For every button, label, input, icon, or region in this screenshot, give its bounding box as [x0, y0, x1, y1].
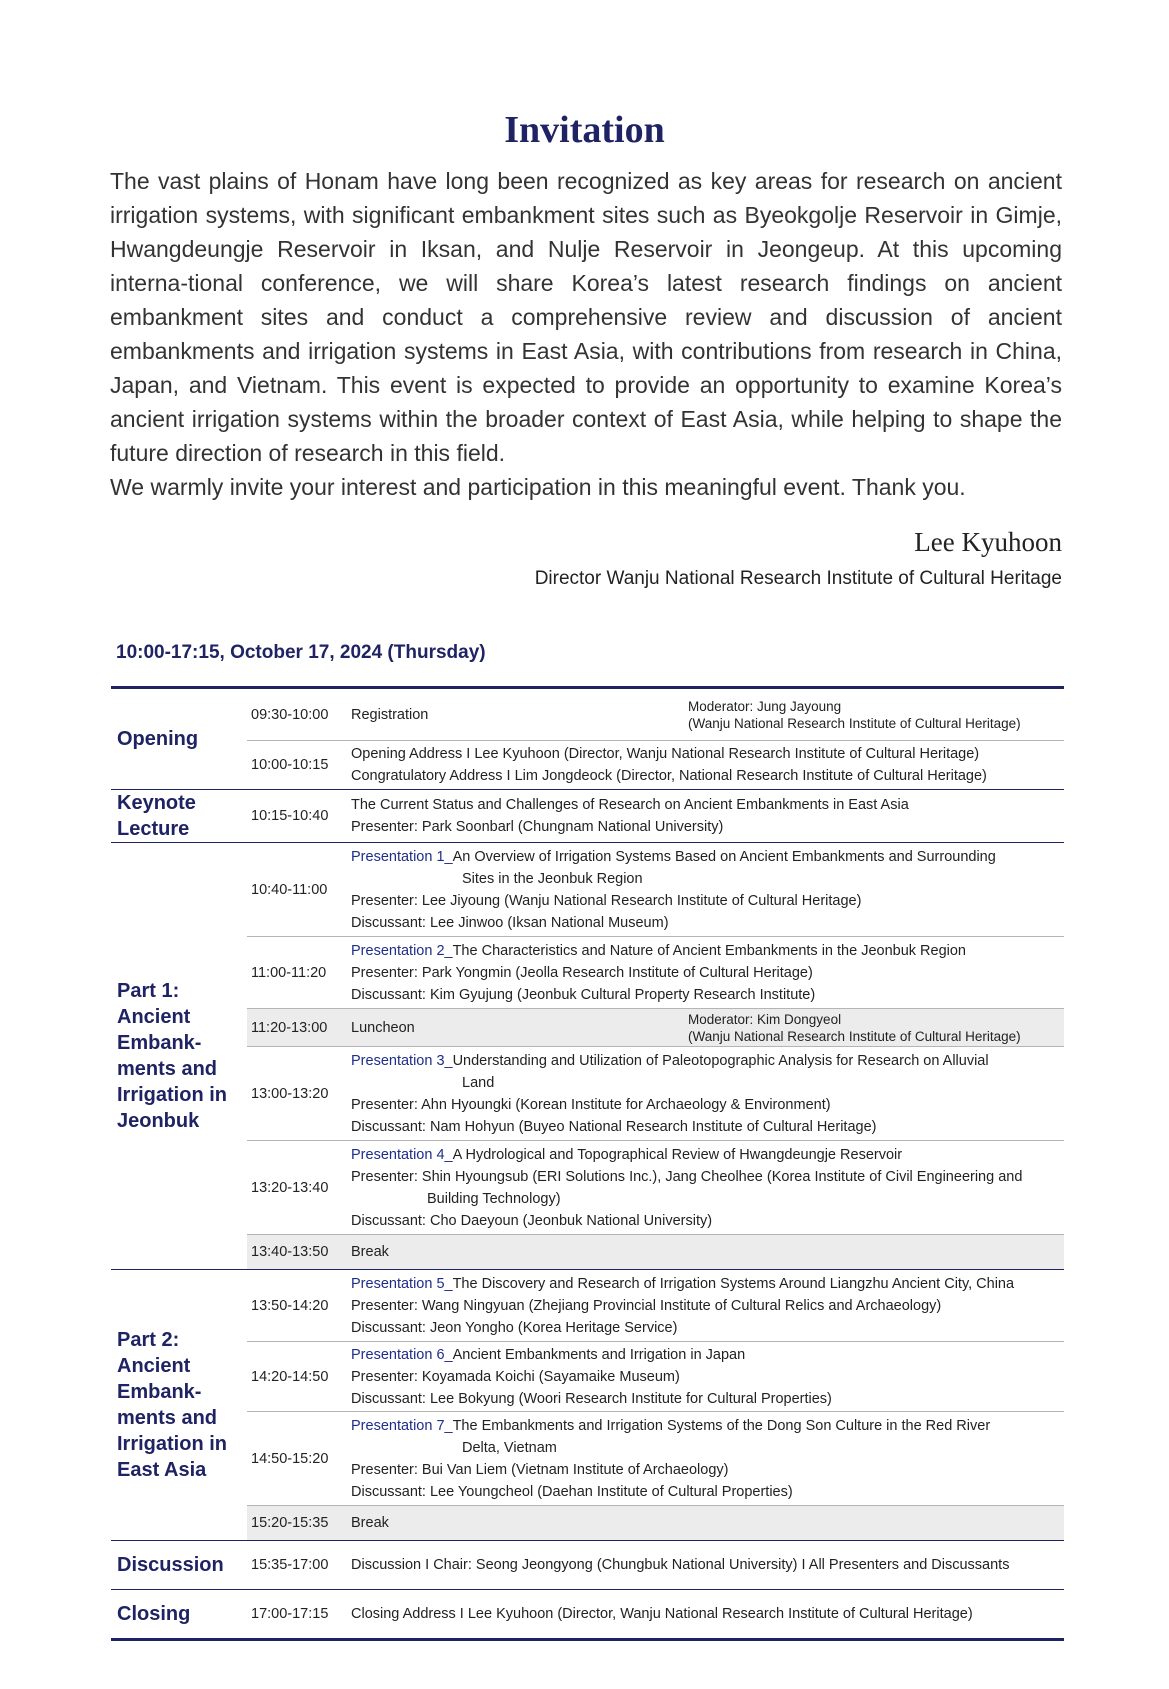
event-date: 10:00-17:15, October 17, 2024 (Thursday): [116, 642, 486, 663]
time-slot: 15:35-17:00: [251, 1557, 329, 1573]
presentation-number: Presentation 5_: [351, 1275, 453, 1292]
section-label-line: Embank-: [117, 1032, 202, 1054]
section-label-line: Embank-: [117, 1381, 202, 1403]
section-label-line: Lecture: [117, 818, 190, 840]
section-label-line: Keynote: [117, 792, 196, 814]
schedule-row: [247, 1342, 1064, 1412]
schedule-bottom-rule: [111, 1638, 1064, 1641]
time-slot: 13:40-13:50: [251, 1244, 329, 1260]
presenter-line: Presenter: Wang Ningyuan (Zhejiang Provincial Institute of Cultural Relics and Archaeology): [351, 1297, 942, 1314]
presenter-line: Presenter: Park Yongmin (Jeolla Research Institute of Cultural Heritage): [351, 964, 813, 981]
presentation-title-cont: Delta, Vietnam: [462, 1439, 557, 1456]
moderator-org: (Wanju National Research Institute of Cultural Heritage): [688, 715, 1021, 731]
presentation-number: Presentation 7_: [351, 1417, 453, 1434]
invitation-paragraph: The vast plains of Honam have long been recognized as key areas for research on ancient irrigation systems, with significant embankment sites such as Byeokgolje Reservoir in Gimje, Hwangdeungje Reservoir in Iksan, and Nulje Reservoir in Jeongeup. At this upcoming interna-tional conference, we will share Korea’s latest research findings on ancient embankment sites and conduct a comprehensive review and discussion of ancient embankments and irrigation systems in East Asia, with contributions from research in China, Japan, and Vietnam. This event is expected to provide an opportunity to examine Korea’s ancient irrigation systems within the broader context of East Asia, while helping to shape the future direction of research in this field.: [110, 168, 1062, 466]
section-label-line: Part 2:: [117, 1329, 180, 1351]
session-title: Registration: [351, 706, 429, 723]
schedule-row: [247, 790, 1064, 842]
schedule-row: [247, 1047, 1064, 1141]
presentation-title: Understanding and Utilization of Paleotopographic Analysis for Research on Alluvial: [452, 1052, 989, 1069]
section-keynote: [111, 790, 1064, 843]
section-label: [111, 843, 247, 1269]
section-label-line: Ancient: [117, 1355, 191, 1377]
presenter-line: Presenter: Ahn Hyoungki (Korean Institute for Archaeology & Environment): [351, 1096, 831, 1113]
time-slot: 11:00-11:20: [251, 964, 327, 981]
moderator-label: Moderator:: [688, 1011, 758, 1027]
schedule-table: [111, 686, 1064, 1641]
presentation-title: Ancient Embankments and Irrigation in Japan: [452, 1346, 746, 1363]
presentation-title: The Embankments and Irrigation Systems of the Dong Son Culture in the Red River: [452, 1417, 991, 1434]
section-label-line: East Asia: [117, 1459, 207, 1481]
schedule-row: [247, 1590, 1064, 1638]
presentation-title: An Overview of Irrigation Systems Based on Ancient Embankments and Surrounding: [452, 848, 996, 865]
session-title: Luncheon: [351, 1019, 415, 1036]
time-slot: 13:50-14:20: [251, 1297, 329, 1314]
presentation-title-cont: Sites in the Jeonbuk Region: [462, 870, 643, 887]
schedule-row: [247, 1141, 1064, 1235]
signature-name: Lee Kyuhoon: [914, 527, 1062, 557]
presenter-line: Presenter: Park Soonbarl (Chungnam National University): [351, 819, 724, 835]
section-closing: [111, 1590, 1064, 1638]
moderator-info: [688, 1011, 1021, 1045]
time-slot: 14:50-15:20: [251, 1450, 329, 1467]
schedule-row-break: [247, 1235, 1064, 1269]
presenter-line: Presenter: Koyamada Koichi (Sayamaike Museum): [351, 1368, 680, 1385]
section-label-line: Jeonbuk: [117, 1110, 200, 1132]
section-part2: [111, 1270, 1064, 1541]
section-label-line: Ancient: [117, 1006, 191, 1028]
discussant-line: Discussant: Lee Youngcheol (Daehan Institute of Cultural Properties): [351, 1483, 793, 1500]
section-label-line: Irrigation in: [117, 1433, 227, 1455]
schedule-row: [247, 1541, 1064, 1589]
session-title: Break: [351, 1244, 389, 1260]
presentation-number: Presentation 4_: [351, 1146, 453, 1163]
presenter-line: Presenter: Lee Jiyoung (Wanju National Research Institute of Cultural Heritage): [351, 892, 862, 909]
section-label-line: ments and: [117, 1407, 218, 1429]
presenter-line: Presenter: Shin Hyoungsub (ERI Solutions Inc.), Jang Cheolhee (Korea Institute of Civil Engineering and: [351, 1168, 1023, 1185]
schedule-row: [247, 937, 1064, 1009]
presentation-title: A Hydrological and Topographical Review of Hwangdeungje Reservoir: [452, 1146, 903, 1163]
presenter-line-cont: Building Technology): [427, 1190, 561, 1207]
session-title: Closing Address I Lee Kyuhoon (Director, Wanju National Research Institute of Cultural Heritage): [351, 1606, 973, 1622]
session-title: The Current Status and Challenges of Research on Ancient Embankments in East Asia: [351, 797, 909, 813]
schedule-row: [247, 1412, 1064, 1506]
schedule-row: [247, 741, 1064, 789]
discussant-line: Discussant: Jeon Yongho (Korea Heritage Service): [351, 1319, 678, 1336]
presentation-title: The Characteristics and Nature of Ancient Embankments in the Jeonbuk Region: [452, 942, 966, 959]
time-slot: 17:00-17:15: [251, 1606, 329, 1622]
section-label-line: Part 1:: [117, 980, 180, 1002]
schedule-row-luncheon: [247, 1009, 1064, 1047]
presentation-title-cont: Land: [462, 1074, 495, 1091]
presentation-number: Presentation 2_: [351, 942, 453, 959]
time-slot: 13:20-13:40: [251, 1179, 329, 1196]
section-part1: [111, 843, 1064, 1270]
section-label-line: Irrigation in: [117, 1084, 227, 1106]
presentation-number: Presentation 3_: [351, 1052, 453, 1069]
time-slot: 10:40-11:00: [251, 881, 328, 898]
section-label: Closing: [117, 1603, 191, 1625]
time-slot: 15:20-15:35: [251, 1515, 329, 1531]
invitation-body: [110, 164, 1062, 504]
section-label: Discussion: [117, 1554, 224, 1576]
schedule-row-break: [247, 1506, 1064, 1540]
moderator-info: [688, 698, 1021, 732]
section-label: [111, 790, 247, 842]
presentation-number: Presentation 6_: [351, 1346, 453, 1363]
schedule-row: [247, 843, 1064, 937]
section-discussion: [111, 1541, 1064, 1590]
session-line: Opening Address I Lee Kyuhoon (Director, Wanju National Research Institute of Cultural Heritage): [351, 746, 980, 762]
section-opening: [111, 689, 1064, 790]
moderator-name: Kim Dongyeol: [757, 1011, 842, 1027]
moderator-org: (Wanju National Research Institute of Cultural Heritage): [688, 1028, 1021, 1044]
schedule-row: [247, 1270, 1064, 1342]
section-label-line: ments and: [117, 1058, 218, 1080]
invitation-closing-paragraph: We warmly invite your interest and participation in this meaningful event. Thank you.: [110, 474, 966, 500]
presentation-number: Presentation 1_: [351, 848, 453, 865]
moderator-name: Jung Jayoung: [757, 698, 842, 714]
time-slot: 10:15-10:40: [251, 808, 329, 824]
time-slot: 13:00-13:20: [251, 1085, 329, 1102]
moderator-label: Moderator:: [688, 698, 758, 714]
session-title: Discussion I Chair: Seong Jeongyong (Chungbuk National University) I All Presenters and Discussants: [351, 1557, 1010, 1573]
time-slot: 10:00-10:15: [251, 757, 329, 773]
section-label: [111, 1270, 247, 1540]
presentation-title: The Discovery and Research of Irrigation Systems Around Liangzhu Ancient City, China: [452, 1275, 1015, 1292]
signature-role: Director Wanju National Research Institute of Cultural Heritage: [534, 568, 1062, 589]
section-label: Opening: [117, 728, 199, 750]
time-slot: 14:20-14:50: [251, 1368, 329, 1385]
page-title: Invitation: [504, 109, 665, 151]
discussant-line: Discussant: Nam Hohyun (Buyeo National Research Institute of Cultural Heritage): [351, 1118, 877, 1135]
time-slot: 11:20-13:00: [251, 1019, 328, 1036]
discussant-line: Discussant: Cho Daeyoun (Jeonbuk National University): [351, 1212, 713, 1229]
session-line: Congratulatory Address I Lim Jongdeock (Director, National Research Institute of Cultural Heritage): [351, 768, 987, 784]
discussant-line: Discussant: Kim Gyujung (Jeonbuk Cultural Property Research Institute): [351, 986, 816, 1003]
session-title: Break: [351, 1515, 389, 1531]
discussant-line: Discussant: Lee Bokyung (Woori Research Institute for Cultural Properties): [351, 1390, 832, 1407]
schedule-row: [247, 689, 1064, 741]
discussant-line: Discussant: Lee Jinwoo (Iksan National Museum): [351, 914, 669, 931]
time-slot: 09:30-10:00: [251, 706, 329, 723]
presenter-line: Presenter: Bui Van Liem (Vietnam Institute of Archaeology): [351, 1461, 729, 1478]
